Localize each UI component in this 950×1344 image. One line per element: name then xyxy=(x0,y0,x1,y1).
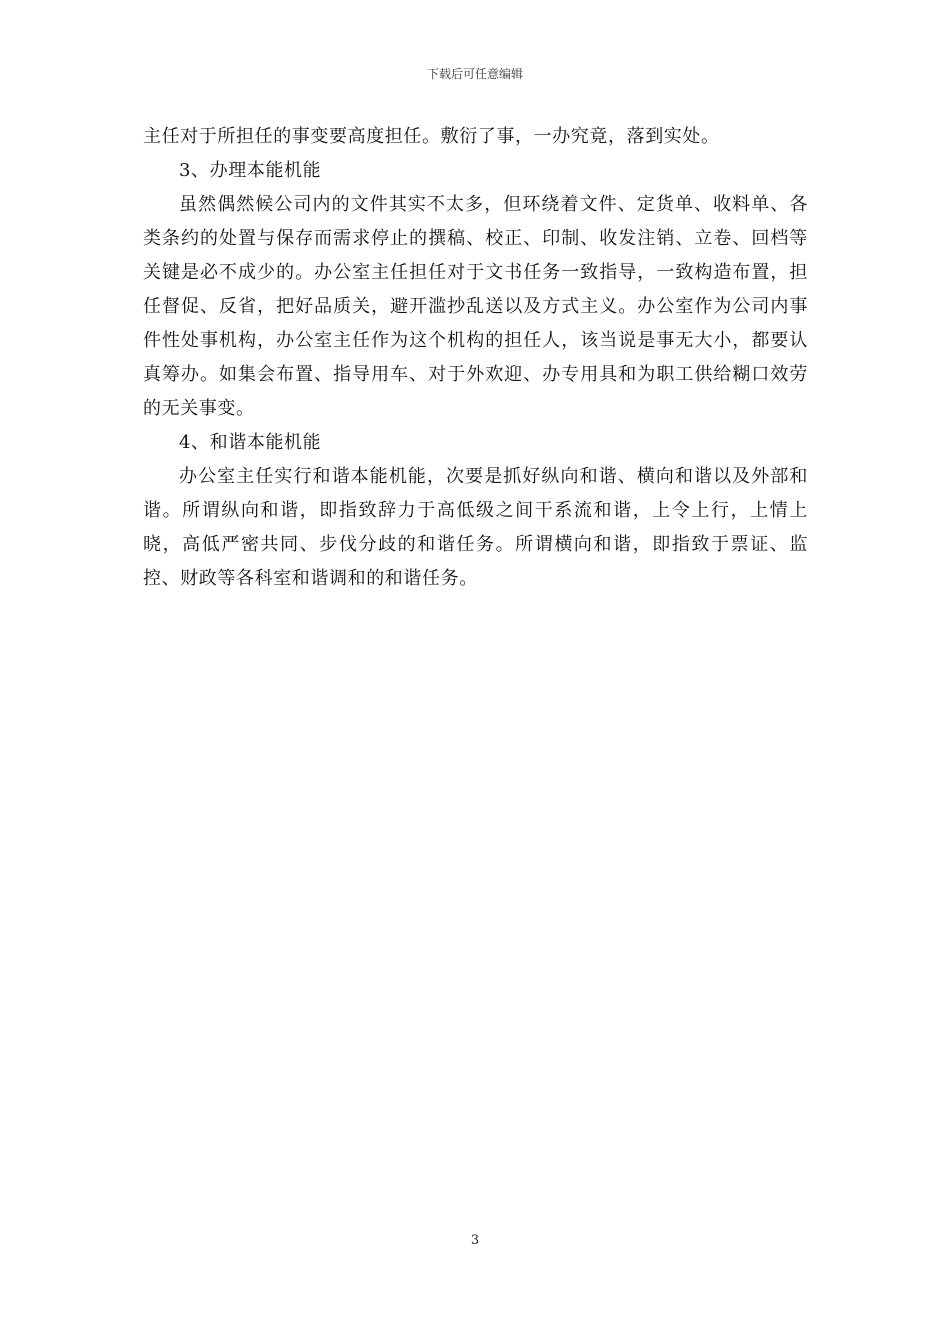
document-body xyxy=(143,120,808,596)
paragraph-continuation: 主任对于所担任的事变要高度担任。敷衍了事，一办究竟，落到实处。 xyxy=(143,126,720,147)
paragraph-document-function: 虽然偶然候公司内的文件其实不太多，但环绕着文件、定货单、收料单、各类条约的处置与保存而需求停止的撰稿、校正、印制、收发注销、立卷、回档等关键是必不成少的。办公室主任担任对于文书任务一致指导，一致构造布置，担任督促、反省，把好品质关，避开滥抄乱送以及方式主义。办公室作为公司内事件性处事机构，办公室主任作为这个机构的担任人，该当说是事无大小，都要认真筹办。如集会布置、指导用车、对于外欢迎、办专用具和为职工供给糊口效劳的无关事变。 xyxy=(143,194,808,419)
page-header: 下载后可任意编辑 xyxy=(426,67,523,81)
paragraph-coordination-function: 办公室主任实行和谐本能机能，次要是抓好纵向和谐、横向和谐以及外部和谐。所谓纵向和谐，即指致辞力于高低级之间干系流和谐，上令上行，上情上晓，高低严密共同、步伐分歧的和谐任务。所谓横向和谐，即指致于票证、监控、财政等各科室和谐调和的和谐任务。 xyxy=(143,466,808,589)
section-heading-3: 3、办理本能机能 xyxy=(179,160,322,181)
page-number: 3 xyxy=(470,1233,480,1248)
section-heading-4: 4、和谐本能机能 xyxy=(179,432,322,453)
